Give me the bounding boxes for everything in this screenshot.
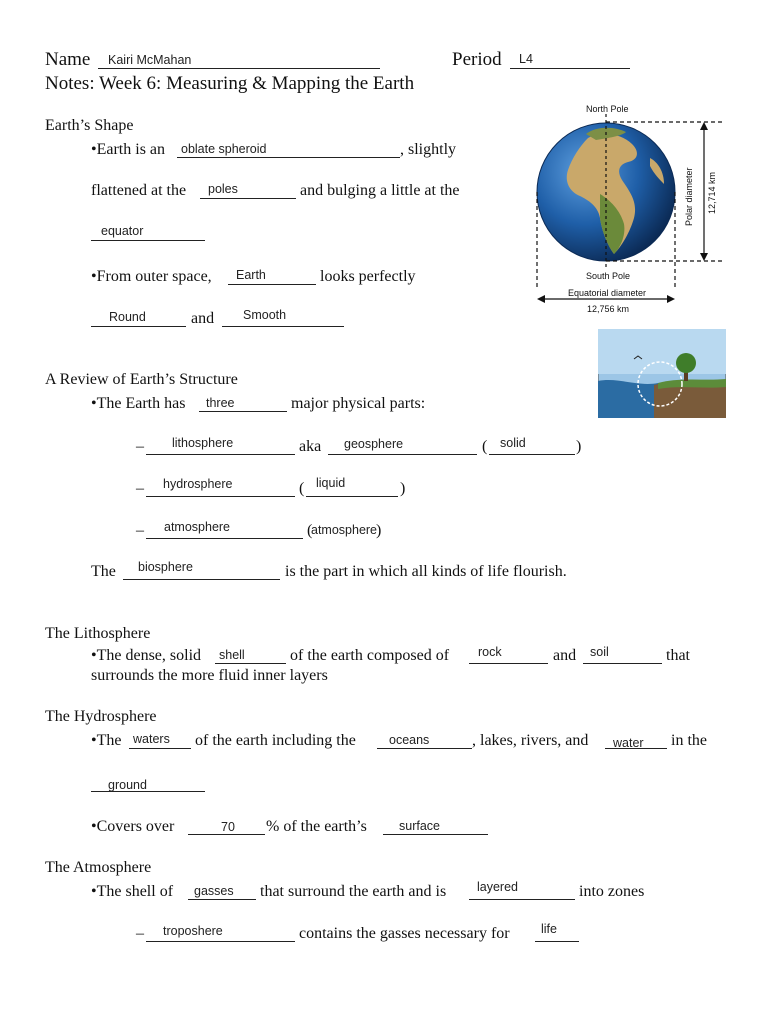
- answer-line: [91, 326, 186, 327]
- answer-field[interactable]: oceans: [389, 733, 430, 747]
- answer-line: [200, 198, 296, 199]
- answer-line: [146, 454, 295, 455]
- atmo-text: contains the gasses necessary for: [299, 925, 510, 942]
- litho-text: that: [666, 647, 690, 664]
- shape-text: •Earth is an: [91, 141, 166, 158]
- period-line: [510, 68, 630, 69]
- hydro-heading: The Hydrosphere: [45, 708, 157, 725]
- name-field[interactable]: Kairi McMahan: [108, 53, 192, 67]
- answer-field[interactable]: water: [613, 736, 644, 750]
- equatorial-diameter-value: 12,756 km: [587, 304, 630, 314]
- answer-field[interactable]: layered: [477, 880, 518, 894]
- answer-line: [188, 899, 256, 900]
- litho-text: of the earth composed of: [290, 647, 450, 664]
- hydro-text: •Covers over: [91, 818, 175, 835]
- answer-line: [469, 663, 548, 664]
- north-pole-label: North Pole: [586, 104, 629, 114]
- equatorial-diameter-label: Equatorial diameter: [568, 288, 647, 298]
- review-text: is the part in which all kinds of life flourish.: [285, 563, 567, 580]
- answer-field[interactable]: three: [206, 396, 235, 410]
- answer-field[interactable]: poles: [208, 182, 238, 196]
- paren: (: [307, 522, 313, 539]
- hydro-text: •The: [91, 732, 122, 749]
- litho-text: •The dense, solid: [91, 647, 202, 664]
- answer-field[interactable]: life: [541, 922, 557, 936]
- period-field[interactable]: L4: [519, 52, 533, 66]
- dash: –: [136, 522, 144, 539]
- dash: –: [136, 438, 144, 455]
- answer-line: [188, 834, 265, 835]
- answer-line: [469, 899, 575, 900]
- answer-field[interactable]: Smooth: [243, 308, 287, 322]
- answer-line: [146, 941, 295, 942]
- answer-field[interactable]: biosphere: [138, 560, 193, 574]
- review-text: The: [91, 563, 116, 580]
- shape-text: looks perfectly: [320, 268, 416, 285]
- paren: (: [299, 480, 305, 497]
- answer-field[interactable]: ground: [108, 778, 147, 792]
- answer-field[interactable]: solid: [500, 436, 526, 450]
- dash: –: [136, 925, 144, 942]
- page-title: Notes: Week 6: Measuring & Mapping the Earth: [45, 73, 415, 94]
- answer-field[interactable]: atmosphere: [164, 520, 231, 534]
- dash: –: [136, 480, 144, 497]
- paren: ): [576, 438, 582, 455]
- south-pole-label: South Pole: [586, 271, 631, 281]
- answer-line: [177, 157, 400, 158]
- review-text: major physical parts:: [291, 395, 426, 412]
- answer-field[interactable]: Round: [109, 310, 146, 324]
- answer-field[interactable]: shell: [219, 648, 245, 662]
- answer-line: [583, 663, 662, 664]
- atmo-text: •The shell of: [91, 883, 174, 900]
- answer-field[interactable]: equator: [101, 224, 144, 238]
- paren: ): [376, 522, 382, 539]
- answer-line: [199, 411, 287, 412]
- review-text: aka: [299, 438, 322, 455]
- answer-field[interactable]: oblate spheroid: [181, 142, 267, 156]
- answer-line: [328, 454, 477, 455]
- answer-line: [215, 663, 286, 664]
- answer-field[interactable]: soil: [590, 645, 609, 659]
- answer-line: [383, 834, 488, 835]
- hydro-text: in the: [671, 732, 707, 749]
- hydro-text: % of the earth’s: [266, 818, 367, 835]
- answer-field[interactable]: waters: [133, 732, 170, 746]
- paren: ): [400, 480, 406, 497]
- answer-field[interactable]: atmosphere: [311, 523, 378, 537]
- answer-line: [535, 941, 579, 942]
- review-heading: A Review of Earth’s Structure: [45, 371, 238, 388]
- answer-field[interactable]: gasses: [194, 884, 234, 898]
- shape-text: and: [191, 310, 215, 327]
- answer-line: [222, 326, 344, 327]
- atmo-text: that surround the earth and is: [260, 883, 447, 900]
- name-label: Name: [45, 49, 91, 70]
- answer-field[interactable]: troposhere: [163, 924, 223, 938]
- answer-field[interactable]: liquid: [316, 476, 346, 490]
- answer-line: [146, 496, 295, 497]
- answer-field[interactable]: Earth: [236, 268, 266, 282]
- review-text: •The Earth has: [91, 395, 186, 412]
- shape-text: , slightly: [400, 141, 457, 158]
- answer-line: [129, 748, 191, 749]
- answer-field[interactable]: surface: [399, 819, 440, 833]
- answer-line: [146, 538, 303, 539]
- answer-line: [489, 454, 575, 455]
- atmo-text: into zones: [579, 883, 645, 900]
- answer-field[interactable]: rock: [478, 645, 502, 659]
- atmo-heading: The Atmosphere: [45, 859, 152, 876]
- shape-text: •From outer space,: [91, 268, 212, 285]
- name-line: [98, 68, 380, 69]
- answer-field[interactable]: lithosphere: [172, 436, 234, 450]
- answer-line: [228, 284, 316, 285]
- answer-field[interactable]: 70: [221, 820, 235, 834]
- paren: (: [482, 438, 488, 455]
- answer-line: [91, 240, 205, 241]
- litho-text: and: [553, 647, 577, 664]
- shape-heading: Earth’s Shape: [45, 117, 134, 134]
- litho-text: surrounds the more fluid inner layers: [91, 667, 328, 684]
- shape-text: and bulging a little at the: [300, 182, 460, 199]
- polar-diameter-value: 12,714 km: [707, 171, 717, 214]
- spheres-diagram: [598, 329, 726, 418]
- hydro-text: , lakes, rivers, and: [472, 732, 589, 749]
- answer-line: [377, 748, 472, 749]
- answer-field[interactable]: hydrosphere: [163, 477, 233, 491]
- answer-line: [123, 579, 280, 580]
- litho-heading: The Lithosphere: [45, 625, 151, 642]
- answer-line: [306, 496, 398, 497]
- shape-text: flattened at the: [91, 182, 187, 199]
- answer-field[interactable]: geosphere: [344, 437, 404, 451]
- globe-figure: [530, 100, 730, 315]
- period-label: Period: [452, 49, 502, 70]
- polar-diameter-label: Polar diameter: [684, 167, 694, 226]
- hydro-text: of the earth including the: [195, 732, 356, 749]
